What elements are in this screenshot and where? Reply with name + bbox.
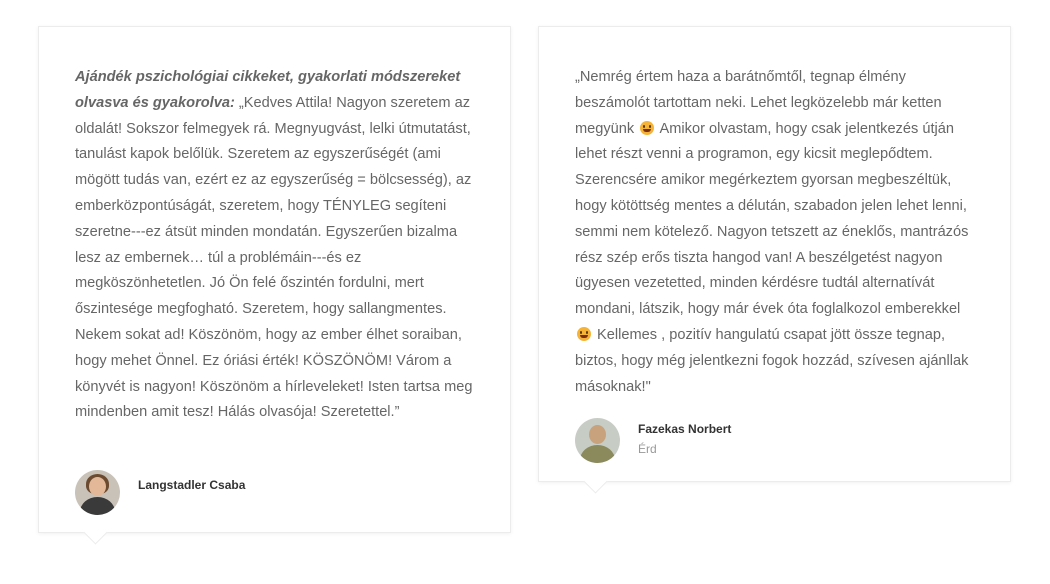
author-name: Langstadler Csaba [138, 478, 246, 492]
testimonial-text-part: „Nemrég értem haza a barátnőmtől, tegnap élmény beszámolót tartottam neki. Lehet legközelebb már ketten megyünk [575, 69, 942, 137]
testimonial-text-part: Amikor olvastam, hogy csak jelentkezés útján lehet részt venni a programon, egy kicsit meglepődtem. Szerencsére amikor megérkeztem gyorsan megbeszéltük, hogy kötöttség mentes a délután, szabadon jelen lehet lenni, semmi nem kötelező. Nagyon tetszett az éneklős, mantrázós rész szép erős tiszta hangod van! A beszélgetést nagyon ügyesen vezetetted, minden kérdésre tudtál alternatívát mondani, látszik, hogy már évek óta foglalkozol emberekkel [575, 120, 969, 318]
author-name: Fazekas Norbert [638, 422, 732, 436]
author-avatar [75, 470, 120, 515]
testimonial-quote [575, 65, 980, 400]
speech-tail [83, 520, 107, 544]
smiley-emoji-icon [577, 327, 591, 341]
author-location: Érd [638, 442, 657, 456]
testimonial-card [38, 26, 511, 533]
speech-tail [583, 469, 607, 493]
testimonial-lead: Ajándék pszichológiai cikkeket, gyakorlati módszereket olvasva és gyakorolva: [75, 69, 461, 111]
author-avatar [575, 418, 620, 463]
testimonial-quote [75, 65, 480, 426]
testimonial-text-part: Kellemes , pozitív hangulatú csapat jött össze tegnap, biztos, hogy még jelentkezni fogok hozzád, szívesen ajánllak másoknak!" [575, 326, 969, 395]
smiley-emoji-icon [640, 121, 654, 135]
testimonial-text: „Kedves Attila! Nagyon szeretem az oldalát! Sokszor felmegyek rá. Megnyugvást, lelki útmutatást, tanulást kapok belőlük. Szeretem az egyszerűségét (ami mögött tudás van, ezért ez az egyszerűség = bölcsesség), az emberközpontúságát, szeretem, hogy TÉNYLEG segíteni szeretne---ez átsüt minden mondatán. Egyszerűen bizalma lesz az embernek… túl a problémáin---és ez megköszönhetetlen. Jó Ön felé őszintén fordulni, mert őszintesége megfogható. Szeretem, hogy sallangmentes. Nekem sokat ad! Köszönöm, hogy az ember élhet soraiban, hogy mehet Önnel. Ez óriási érték! KÖSZÖNÖM! Várom a könyvét is nagyon! Köszönöm a hírleveleket! Isten tartsa meg mindenben amit tesz! Hálás olvasója! Szeretettel.” [75, 94, 473, 421]
testimonial-card [538, 26, 1011, 482]
